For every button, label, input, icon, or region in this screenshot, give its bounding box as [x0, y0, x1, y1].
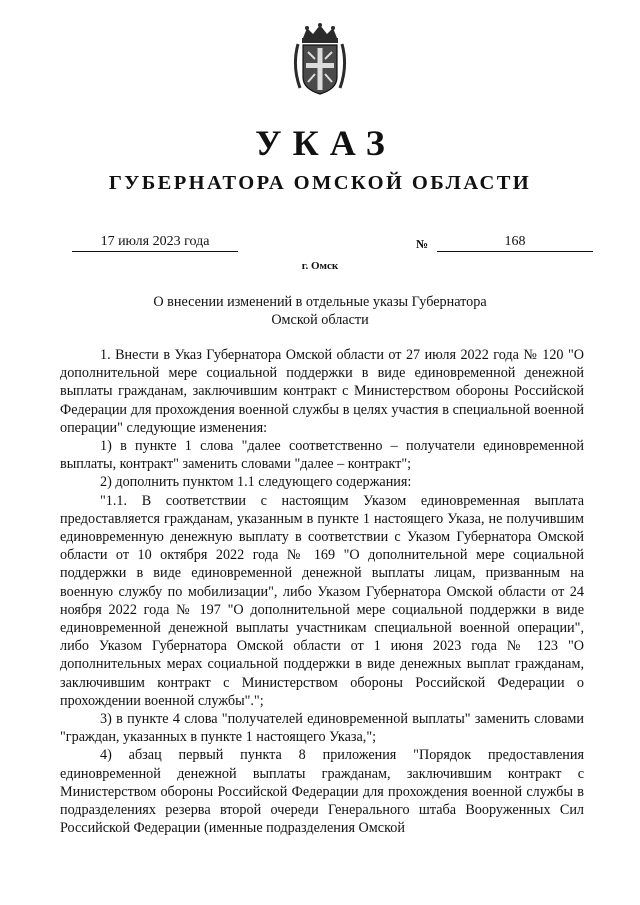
paragraph: 1. Внести в Указ Губернатора Омской области от 27 июля 2022 года № 120 "О дополнительной мере социальной поддержки в виде единовременной денежной выплаты гражданам, заключившим контракт с Министерством обороны Российской Федерации для прохождения военной службы в целях участия в специальной военной операции" следующие изменения: [60, 347, 584, 436]
subject-line: Омской области [271, 312, 369, 328]
document-subject [120, 293, 520, 329]
document-number: 168 [437, 233, 593, 252]
coat-of-arms-icon [291, 22, 349, 98]
paragraph: "1.1. В соответствии с настоящим Указом единовременная выплата предоставляется гражданам, указанным в пункте 1 настоящего Указа, не получившим единовременную денежную выплату в соответствии с Указом Губернатора Омской области от 10 октября 2022 года № 169 "О дополнительной мере социальной поддержки в виде единовременной денежной выплаты лицам, призванным на военную службу по мобилизации", либо Указом Губернатора Омской области от 24 ноября 2022 года № 197 "О дополнительной мере социальной поддержки в виде единовременной денежной выплаты участникам специальной военной операции", либо Указом Губернатора Омской области от 1 июня 2023 года № 123 "О дополнительных мерах социальной поддержки в виде денежных выплат гражданам, заключившим контракт с Министерством обороны Российской Федерации о прохождении военной службы"."; [60, 492, 584, 709]
document-date: 17 июля 2023 года [72, 233, 238, 252]
paragraph: 3) в пункте 4 слова "получателей единовременной выплаты" заменить словами "граждан, указанных в пункте 1 настоящего Указа,"; [60, 711, 584, 746]
paragraph: 2) дополнить пунктом 1.1 следующего содержания: [100, 474, 412, 491]
paragraph: 4) абзац первый пункта 8 приложения "Порядок предоставления единовременной денежной выплаты гражданам, заключившим контракт с Министерством обороны Российской Федерации для прохождения военной службы в подразделениях резерва второй очереди Генерального штаба Вооруженных Сил Российской Федерации (именные подразделения Омской [60, 747, 584, 837]
number-label: № [416, 237, 429, 251]
city: г. Омск [301, 260, 339, 272]
subject-line: О внесении изменений в отдельные указы Губернатора [153, 294, 487, 310]
document-body [60, 346, 584, 837]
paragraph: 1) в пункте 1 слова "далее соответственно – получатели единовременной выплаты, контракт" заменить словами "далее – контракт"; [60, 438, 584, 473]
document-subtitle: ГУБЕРНАТОРА ОМСКОЙ ОБЛАСТИ [108, 172, 532, 194]
document-title: УКАЗ [255, 123, 396, 163]
